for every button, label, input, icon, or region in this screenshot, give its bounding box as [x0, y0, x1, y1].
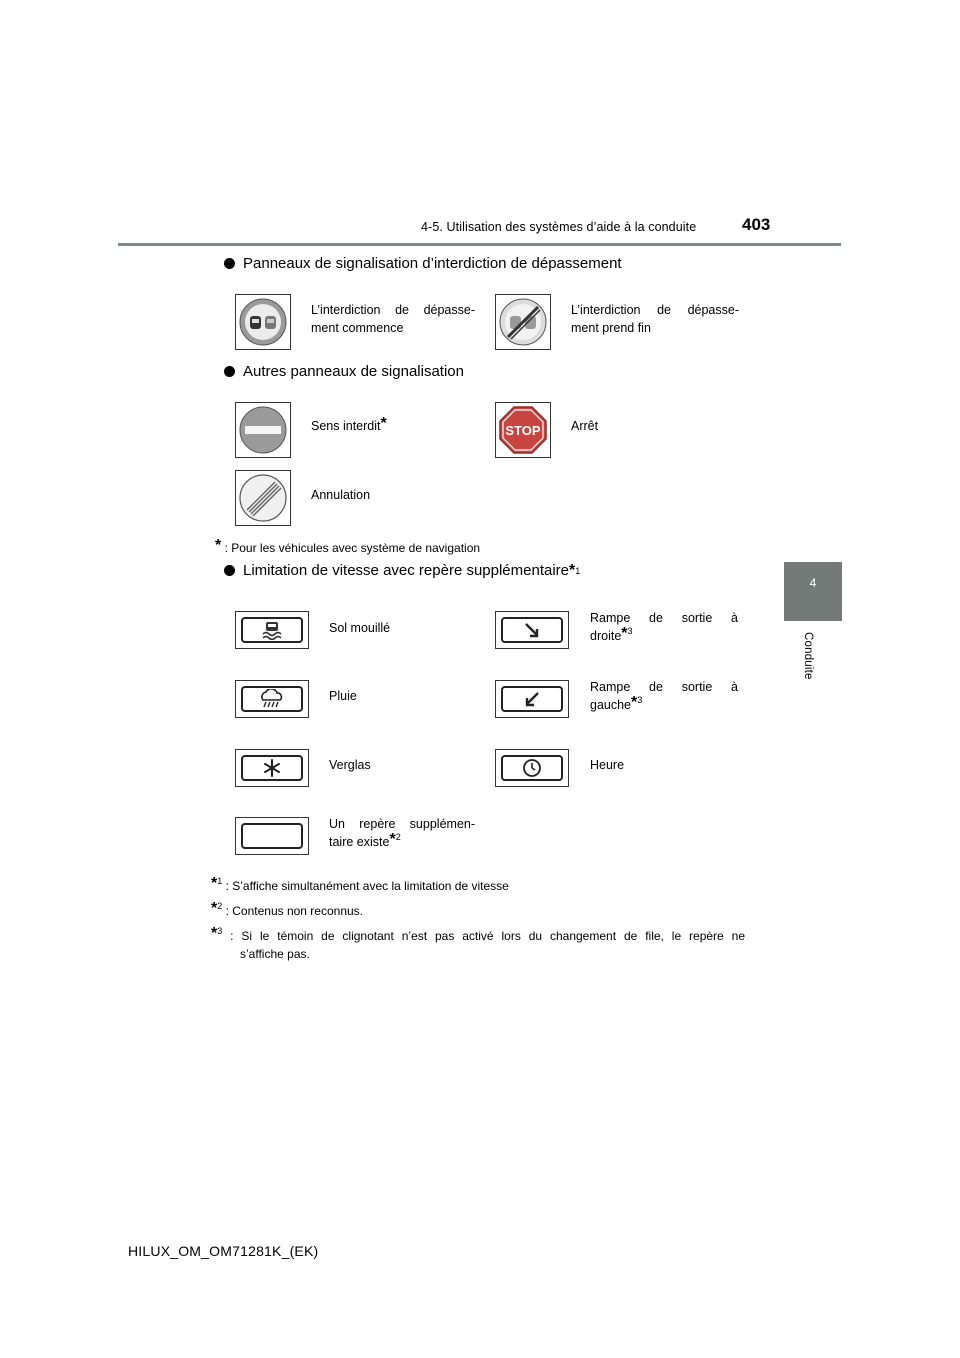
overtaking-end-label-line1: L’interdiction de dépasse-: [571, 303, 739, 317]
chapter-tab: [784, 562, 842, 621]
exit-left-sign-icon: [495, 680, 569, 718]
cancellation-sign-icon: [235, 470, 291, 526]
heading-text: Limitation de vitesse avec repère supplémentaire: [243, 562, 570, 579]
clock-sign-icon: [495, 749, 569, 787]
page-number: 403: [742, 215, 771, 234]
supplementary-label-line2: taire existe$^{*2}$: [329, 831, 401, 849]
time-label: Heure: [590, 758, 625, 772]
no-entry-sign-icon: [235, 402, 291, 458]
svg-text:STOP: STOP: [505, 423, 541, 438]
chapter-label: Conduite: [802, 632, 814, 680]
overtaking-start-label-line1: L’interdiction de dépasse-: [311, 303, 475, 317]
no-entry-label: Sens interdit*: [311, 415, 387, 433]
footnote-2: $^{*2}$ : Contenus non reconnus.: [211, 900, 364, 918]
bullet-icon: [224, 366, 235, 377]
chapter-number: 4: [809, 576, 817, 590]
stop-sign-icon: [495, 402, 551, 458]
heading-speed-limit: Limitation de vitesse avec repère supplémentaire * 1: [224, 562, 580, 579]
exit-right-label-line1: Rampe de sortie à: [590, 611, 738, 625]
heading-text: Panneaux de signalisation d’interdiction de dépassement: [243, 255, 622, 272]
heading-text: Autres panneaux de signalisation: [243, 363, 464, 380]
supplementary-sign-icon: [235, 817, 309, 855]
heading-other-signs: [224, 363, 464, 380]
section-title: 4-5. Utilisation des systèmes d’aide à la conduite: [421, 220, 697, 234]
exit-right-label-line2: droite$^{*3}$: [590, 625, 633, 643]
overtaking-end-label-line2: ment prend fin: [571, 321, 651, 335]
bullet-icon: [224, 565, 235, 576]
exit-left-label-line2: gauche$^{*3}$: [590, 694, 643, 712]
overtaking-end-sign-icon: [495, 294, 551, 350]
exit-left-label-line1: Rampe de sortie à: [590, 680, 738, 694]
header-rule: [118, 243, 841, 246]
stop-label: Arrêt: [571, 419, 599, 433]
footnote-3: $^{*3}$ : Si le témoin de clignotant n’est pas activé lors du changement de file, le repère ne s’affiche pas.: [211, 925, 745, 961]
exit-right-sign-icon: [495, 611, 569, 649]
document-code: HILUX_OM_OM71281K_(EK): [128, 1243, 319, 1259]
rain-label: Pluie: [329, 689, 357, 703]
rain-sign-icon: [235, 680, 309, 718]
wet-road-label: Sol mouillé: [329, 621, 391, 635]
cancellation-label: Annulation: [311, 488, 371, 502]
overtaking-start-label-line2: ment commence: [311, 321, 404, 335]
navigation-note: * : Pour les véhicules avec système de navigation: [215, 537, 481, 555]
supplementary-label-line1: Un repère supplémen-: [329, 817, 475, 831]
bullet-icon: [224, 258, 235, 269]
wet-road-sign-icon: [235, 611, 309, 649]
footnote-1: $^{*1}$ : S’affiche simultanément avec la limitation de vitesse: [211, 875, 509, 893]
ice-sign-icon: [235, 749, 309, 787]
overtaking-start-sign-icon: [235, 294, 291, 350]
ice-label: Verglas: [329, 758, 371, 772]
heading-overtaking: [224, 255, 622, 272]
